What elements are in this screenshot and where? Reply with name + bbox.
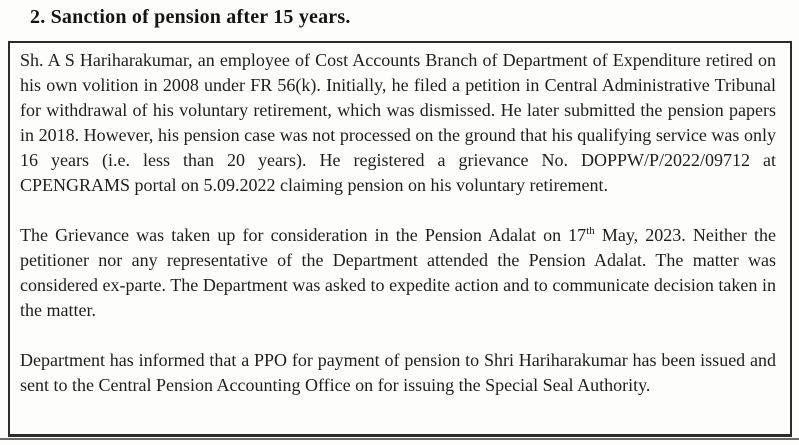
ordinal-superscript: th xyxy=(586,225,595,237)
paragraph-pension-adalat xyxy=(20,223,776,323)
content-box xyxy=(8,41,792,437)
document-heading: 2. Sanction of pension after 15 years. xyxy=(30,6,351,28)
scan-edge-line xyxy=(0,438,799,440)
paragraph-grievance-background: Sh. A S Hariharakumar, an employee of Cost Accounts Branch of Department of Expenditure retired on his own volition in 2008 under FR 56(k). Initially, he filed a petition in Central Administrative Tribunal for withdrawal of his voluntary retirement, which was dismissed. He later submitted the pension papers in 2018. However, his pension case was not processed on the ground that his qualifying service was only 16 years (i.e. less than 20 years). He registered a grievance No. DOPPW/P/2022/09712 at CPENGRAMS portal on 5.09.2022 claiming pension on his voluntary retirement. xyxy=(20,50,776,195)
paragraph-ppo-issued: Department has informed that a PPO for payment of pension to Shri Hariharakumar has been issued and sent to the Central Pension Accounting Office on for issuing the Special Seal Authority. xyxy=(20,350,776,395)
paragraph-pension-adalat-text-end: May, 2023. Neither the petitioner nor any representative of the Department attended the Pension Adalat. The matter was considered ex-parte. The Department was asked to expedite action and to communicate decision taken in the matter. xyxy=(20,225,776,320)
paragraph-pension-adalat-text-start: The Grievance was taken up for consideration in the Pension Adalat on 17 xyxy=(20,225,587,245)
